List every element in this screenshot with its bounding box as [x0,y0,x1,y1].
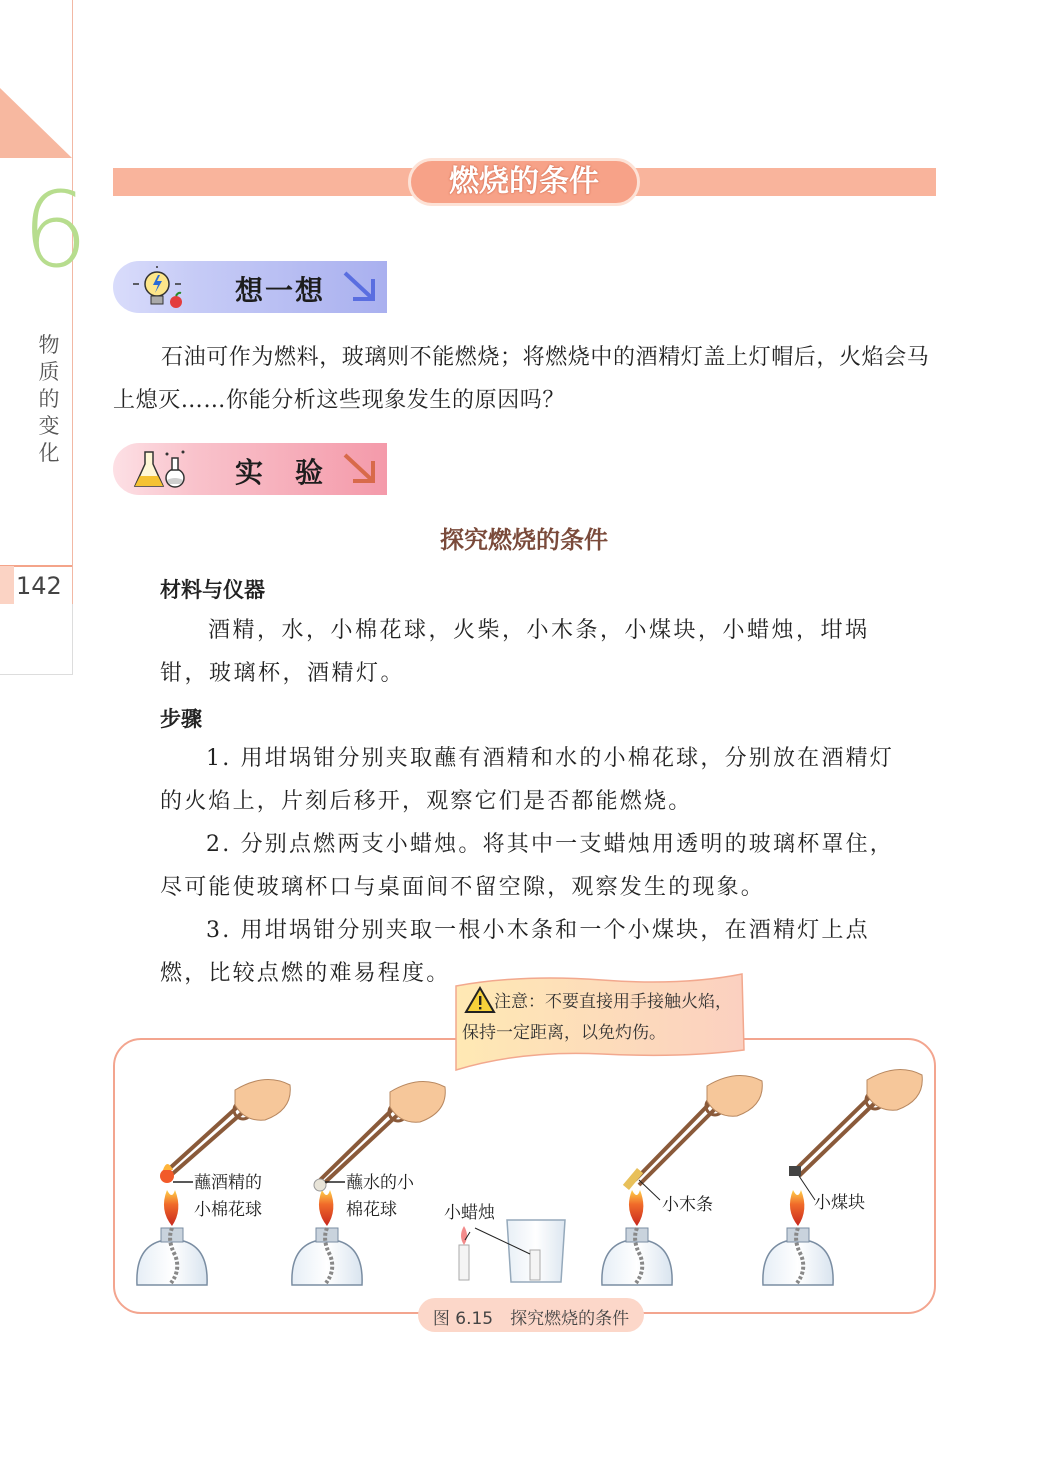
materials-heading: 材料与仪器 [160,578,265,602]
materials-text: 酒精，水，小棉花球，火柴，小木条，小煤块，小蜡烛，坩埚钳，玻璃杯，酒精灯。 [160,618,870,686]
label-line: 小棉花球 [194,1200,262,1220]
label-line: 棉花球 [346,1200,397,1220]
candle-covered [507,1220,565,1282]
label-line: 蘸水的小 [346,1173,414,1193]
page-number: 142 [16,572,62,600]
think-tag-label: 想一想 [235,274,326,307]
step-item: 3. 用坩埚钳分别夹取一根小木条和一个小煤块，在酒精灯上点燃，比较点燃的难易程度。 [160,918,870,986]
label-alcohol-ball [194,1170,262,1224]
label-candle: 小蜡烛 [444,1203,495,1223]
caution-text [462,987,747,1049]
label-line: 蘸酒精的 [194,1173,262,1193]
experiment-tag-label: 实 验 [235,456,326,489]
chapter-number: 6 [22,169,89,291]
experiment-title: 探究燃烧的条件 [440,526,608,554]
arrow-down-right-icon [341,451,379,487]
tongs-hand-1 [160,1080,290,1183]
candle-open [459,1226,469,1280]
caution-line: 保持一定距离，以免灼伤。 [462,1023,666,1043]
figure-caption: 图 6.15 探究燃烧的条件 [432,1309,630,1329]
margin-divider [72,0,73,670]
arrow-down-right-icon [341,269,379,305]
tongs-hand-3 [623,1076,762,1190]
caution-line: 注意：不要直接用手接触火焰， [494,992,732,1012]
margin-box [0,604,73,675]
corner-decoration [0,88,72,158]
label-coal: 小煤块 [814,1193,865,1213]
chapter-title: 物质的变化 [38,333,60,465]
flask-icon [127,448,189,492]
label-wood: 小木条 [662,1195,713,1215]
label-water-ball [346,1170,414,1224]
page-number-tab [0,566,14,604]
step-item: 2. 分别点燃两支小蜡烛。将其中一支蜡烛用透明的玻璃杯罩住，尽可能使玻璃杯口与桌面间不留空隙，观察发生的现象。 [160,832,894,900]
experiment-section-tag [113,443,387,495]
tongs-hand-4 [789,1070,922,1176]
steps-list [160,737,900,995]
step-item: 1. 用坩埚钳分别夹取蘸有酒精和水的小棉花球，分别放在酒精灯的火焰上，片刻后移开，观察它们是否都能燃烧。 [160,746,894,814]
think-section-tag [113,261,387,313]
lesson-title: 燃烧的条件 [449,164,599,199]
think-paragraph: 石油可作为燃料，玻璃则不能燃烧；将燃烧中的酒精灯盖上灯帽后，火焰会马上熄灭……你能分析这些现象发生的原因吗？ [113,345,930,413]
lightbulb-icon [127,266,189,310]
steps-heading: 步骤 [160,707,202,731]
